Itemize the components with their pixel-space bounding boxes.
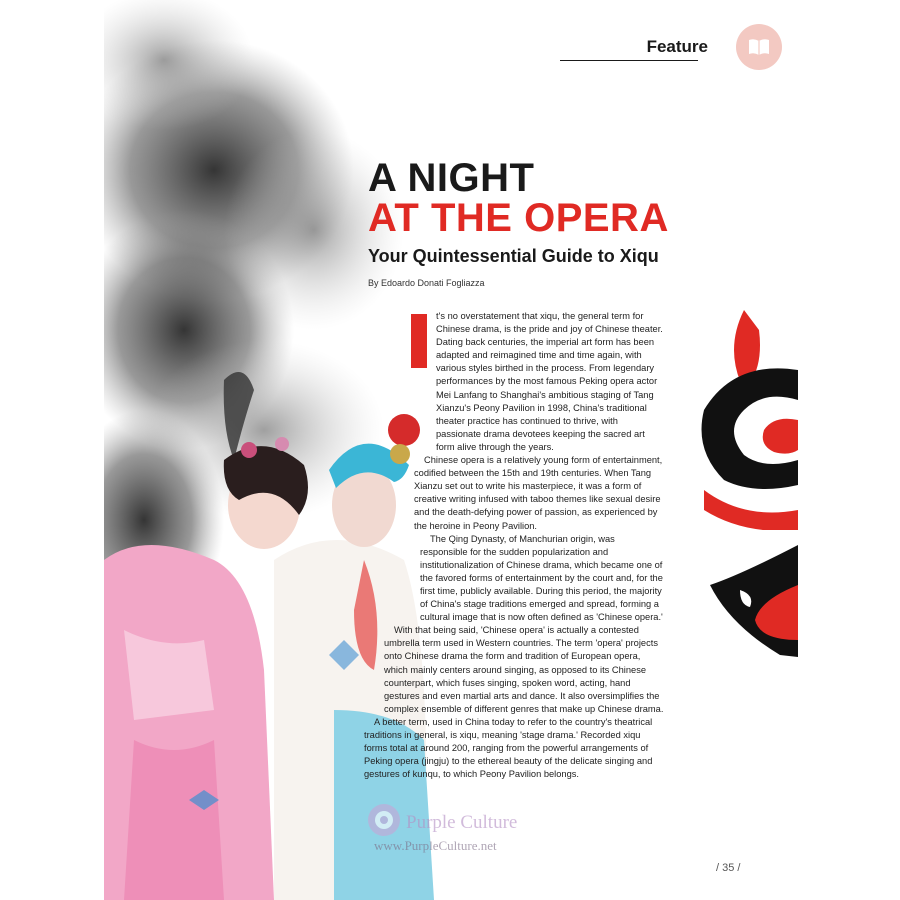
opera-mask-graphic-lower: [700, 545, 798, 660]
article-subtitle: Your Quintessential Guide to Xiqu: [368, 246, 659, 266]
headline-line-1: A NIGHT: [368, 156, 535, 200]
watermark-logo-icon: [366, 802, 402, 838]
feature-label: Feature: [646, 37, 708, 56]
feature-section-tag: [560, 22, 790, 70]
article-body: [344, 310, 664, 781]
article-headline: [368, 158, 669, 238]
opera-mask-graphic-upper: [684, 310, 798, 530]
headline-line-2: AT THE OPERA: [368, 196, 669, 240]
book-icon: [748, 38, 770, 56]
watermark: [366, 798, 566, 860]
body-paragraph-1: t's no overstatement that xiqu, the general term for Chinese drama, is the pride and joy of Chinese theater. Dating back centuries, the imperial art form has been adapted and reimagined time and time again, with various styles birthed in the process. From legendary performances by the most famous Peking opera actor Mei Lanfang to Shanghai's ambitious staging of Tang Xianzu's Peony Pavilion in 1998, China's traditional theater practice has continued to thrive, with passionate drama devotees keeping the sacred art form alive through the years.: [436, 311, 663, 452]
body-paragraph-2: Chinese opera is a relatively young form of entertainment, codified between the 15th and 19th centuries. When Tang Xianzu set out to write his masterpiece, it was a form of creative writing infused with taboo themes like sexual desire and the death-defying power of passion, as experienced by the heroine in Peony Pavilion.: [414, 455, 663, 531]
page-number: / 35 /: [716, 862, 741, 874]
body-paragraph-4: With that being said, 'Chinese opera' is actually a contested umbrella term used in Western countries. The term 'opera' projects onto Chinese drama the form and tradition of European opera, which mainly centers around singing, as opposed to its Chinese counterpart, which fuses singing, spoken word, acting, hand gestures and even martial arts and dance. It also oversimplifies the complex ensemble of different genres that make up Chinese drama.: [384, 625, 664, 714]
watermark-url: www.PurpleCulture.net: [374, 838, 497, 853]
watermark-name: Purple Culture: [406, 812, 518, 833]
magazine-page: [104, 0, 798, 900]
feature-rule: [560, 60, 698, 61]
article-byline: By Edoardo Donati Fogliazza: [368, 278, 485, 288]
feature-badge: [736, 24, 782, 70]
body-paragraph-5: A better term, used in China today to refer to the country's theatrical traditions in general, is xiqu, meaning 'stage drama.' Recorded xiqu forms total at around 200, ranging from the powerful arrangements of Peking opera (jingju) to the ethereal beauty of the delicate singing and gestures of kunqu, to which Peony Pavilion belongs.: [364, 716, 653, 780]
body-paragraph-3: The Qing Dynasty, of Manchurian origin, was responsible for the sudden popularization and institutionalization of Chinese drama, which became one of the favored forms of entertainment by the court and, for the first time, publicly available. During this period, the majority of China's stage traditions emerged and spread, forming a cultural image that is now often defined as 'Chinese opera.': [420, 533, 663, 623]
